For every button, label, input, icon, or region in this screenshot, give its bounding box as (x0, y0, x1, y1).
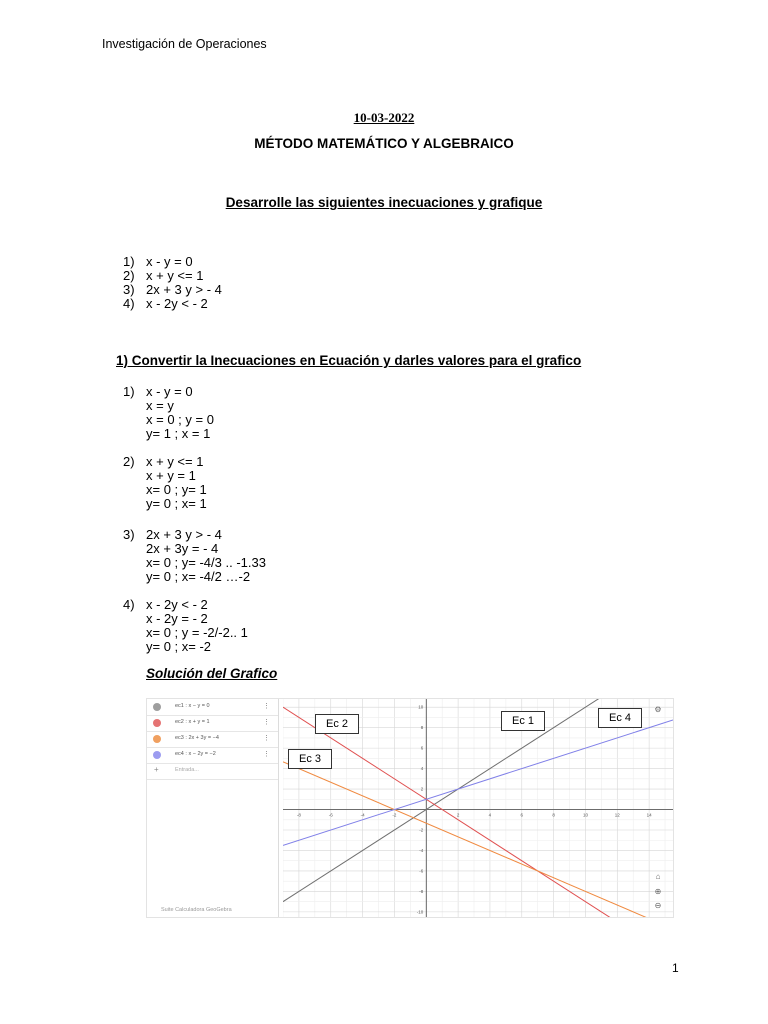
graph-label-ec3: Ec 3 (288, 749, 332, 769)
more-options-icon[interactable]: ⋮ (263, 751, 270, 758)
x-tick-label: 2 (456, 812, 460, 818)
instructions-subtitle: Desarrolle las siguientes inecuaciones y grafique (225, 195, 543, 210)
x-tick-label: -6 (328, 812, 333, 818)
graph-label-ec4: Ec 4 (598, 708, 642, 728)
line-ec4 (283, 720, 673, 845)
y-tick-label: -6 (419, 868, 424, 874)
conversion-line: y= 1 ; x = 1 (146, 426, 211, 441)
inequality-number: 3) (123, 282, 135, 297)
more-options-icon[interactable]: ⋮ (263, 735, 270, 742)
conversion-line: x - 2y = - 2 (146, 611, 208, 626)
conversion-number: 4) (123, 597, 135, 612)
y-tick-label: 6 (420, 745, 424, 751)
inequality-text: 2x + 3 y > - 4 (146, 282, 222, 297)
more-options-icon[interactable]: ⋮ (263, 719, 270, 726)
conversion-line: 2x + 3 y > - 4 (146, 527, 222, 542)
x-tick-label: 4 (488, 812, 492, 818)
conversion-line: x= 0 ; y= -4/3 .. -1.33 (146, 555, 266, 570)
algebra-expression: ec2 : x + y = 1 (175, 719, 210, 725)
visibility-dot-icon[interactable] (153, 703, 161, 711)
inequality-number: 2) (123, 268, 135, 283)
x-tick-label: -4 (360, 812, 365, 818)
conversion-number: 1) (123, 384, 135, 399)
conversion-line: y= 0 ; x= -4/2 …-2 (146, 569, 251, 584)
zoom-out-icon[interactable]: ⊖ (654, 901, 662, 910)
y-tick-label: -2 (419, 827, 424, 833)
conversion-line: y= 0 ; x= 1 (146, 496, 207, 511)
plus-icon[interactable]: + (154, 765, 159, 774)
x-tick-label: 6 (520, 812, 524, 818)
conversion-line: x + y = 1 (146, 468, 196, 483)
algebra-expression: ec1 : x − y = 0 (175, 703, 210, 709)
conversion-line: y= 0 ; x= -2 (146, 639, 212, 654)
solution-title: Solución del Grafico (146, 666, 278, 681)
inequality-text: x + y <= 1 (146, 268, 204, 283)
visibility-dot-icon[interactable] (153, 735, 161, 743)
conversion-number: 3) (123, 527, 135, 542)
inequality-text: x - y = 0 (146, 254, 193, 269)
section-title: 1) Convertir la Inecuaciones en Ecuación y darles valores para el grafico (116, 353, 582, 368)
home-icon[interactable]: ⌂ (655, 872, 661, 881)
inequality-number: 4) (123, 296, 135, 311)
algebra-panel (147, 699, 279, 917)
inequality-text: x - 2y < - 2 (146, 296, 208, 311)
algebra-row[interactable] (147, 715, 278, 732)
zoom-in-icon[interactable]: ⊕ (654, 887, 662, 896)
y-tick-label: 4 (420, 766, 424, 772)
conversion-line: 2x + 3y = - 4 (146, 541, 219, 556)
conversion-line: x = y (146, 398, 174, 413)
algebra-expression: ec4 : x − 2y = −2 (175, 751, 216, 757)
line-ec3 (283, 762, 673, 917)
page-number: 1 (672, 961, 679, 975)
algebra-row[interactable] (147, 731, 278, 748)
document-header: Investigación de Operaciones (102, 37, 267, 51)
x-tick-label: 10 (582, 812, 588, 818)
visibility-dot-icon[interactable] (153, 751, 161, 759)
x-tick-label: -8 (296, 812, 301, 818)
conversion-line: x= 0 ; y= 1 (146, 482, 207, 497)
settings-gear-icon[interactable]: ⚙ (654, 705, 662, 714)
algebra-row[interactable] (147, 699, 278, 716)
document-title: MÉTODO MATEMÁTICO Y ALGEBRAICO (254, 136, 514, 151)
conversion-line: x + y <= 1 (146, 454, 204, 469)
x-tick-label: -2 (392, 812, 397, 818)
algebra-expression: ec3 : 2x + 3y = −4 (175, 735, 219, 741)
conversion-number: 2) (123, 454, 135, 469)
document-date: 10-03-2022 (353, 110, 415, 125)
geogebra-graph (146, 698, 674, 918)
graph-label-ec1: Ec 1 (501, 711, 545, 731)
y-tick-label: 8 (420, 725, 424, 731)
x-tick-label: 12 (614, 812, 620, 818)
conversion-line: x= 0 ; y = -2/-2.. 1 (146, 625, 248, 640)
app-footer: Suite Calculadora GeoGebra (161, 907, 232, 913)
algebra-row[interactable] (147, 747, 278, 764)
graph-label-ec2: Ec 2 (315, 714, 359, 734)
algebra-input-row[interactable] (147, 763, 278, 780)
conversion-line: x - y = 0 (146, 384, 193, 399)
y-tick-label: 2 (420, 786, 424, 792)
x-tick-label: 14 (646, 812, 652, 818)
conversion-line: x - 2y < - 2 (146, 597, 208, 612)
y-tick-label: 10 (418, 704, 424, 710)
y-tick-label: -8 (419, 888, 424, 894)
inequality-number: 1) (123, 254, 135, 269)
conversion-line: x = 0 ; y = 0 (146, 412, 214, 427)
x-tick-label: 8 (552, 812, 555, 818)
y-tick-label: -4 (419, 847, 424, 853)
y-tick-label: -10 (416, 909, 424, 915)
more-options-icon[interactable]: ⋮ (263, 703, 270, 710)
visibility-dot-icon[interactable] (153, 719, 161, 727)
algebra-input[interactable]: Entrada... (175, 767, 199, 773)
